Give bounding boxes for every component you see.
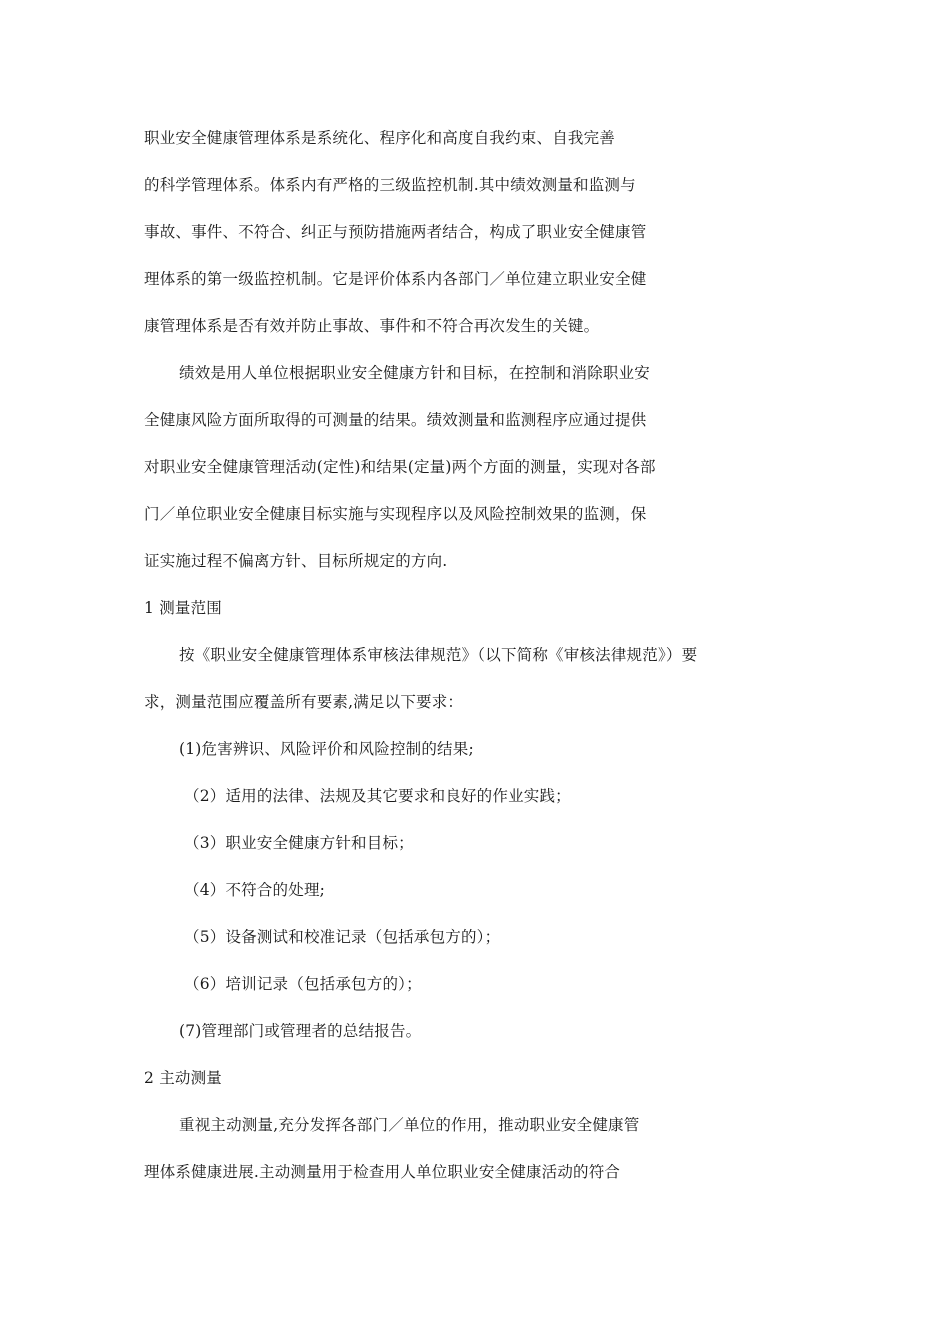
paragraph-line: 门／单位职业安全健康目标实施与实现程序以及风险控制效果的监测，保 xyxy=(144,505,647,523)
paragraph-line: 按《职业安全健康管理体系审核法律规范》（以下简称《审核法律规范》）要 xyxy=(179,646,698,664)
list-item: （3）职业安全健康方针和目标； xyxy=(184,834,414,852)
paragraph-line: 职业安全健康管理体系是系统化、程序化和高度自我约束、自我完善 xyxy=(144,129,616,147)
paragraph-line: 理体系的第一级监控机制。它是评价体系内各部门／单位建立职业安全健 xyxy=(144,270,647,288)
list-item: （6）培训记录（包括承包方的）； xyxy=(184,975,422,993)
list-item: （5）设备测试和校准记录（包括承包方的）； xyxy=(184,928,501,946)
paragraph-line: 康管理体系是否有效并防止事故、事件和不符合再次发生的关键。 xyxy=(144,317,600,335)
paragraph-line: 的科学管理体系。体系内有严格的三级监控机制.其中绩效测量和监测与 xyxy=(144,176,636,194)
paragraph-line: 绩效是用人单位根据职业安全健康方针和目标，在控制和消除职业安 xyxy=(179,364,651,382)
paragraph-line: 证实施过程不偏离方针、目标所规定的方向. xyxy=(144,552,448,570)
section-heading: 2 主动测量 xyxy=(144,1069,222,1087)
list-item: （4）不符合的处理; xyxy=(184,881,326,899)
list-item: (1)危害辨识、风险评价和风险控制的结果; xyxy=(179,740,474,758)
list-item: (7)管理部门或管理者的总结报告。 xyxy=(179,1022,422,1040)
section-heading: 1 测量范围 xyxy=(144,599,222,617)
paragraph-line: 对职业安全健康管理活动(定性)和结果(定量)两个方面的测量，实现对各部 xyxy=(144,458,656,476)
paragraph-line: 重视主动测量,充分发挥各部门／单位的作用，推动职业安全健康管 xyxy=(179,1116,640,1134)
paragraph-line: 事故、事件、不符合、纠正与预防措施两者结合，构成了职业安全健康管 xyxy=(144,223,647,241)
paragraph-line: 求，测量范围应覆盖所有要素,满足以下要求： xyxy=(144,693,464,711)
list-item: （2）适用的法律、法规及其它要求和良好的作业实践； xyxy=(184,787,571,805)
paragraph-line: 理体系健康进展.主动测量用于检查用人单位职业安全健康活动的符合 xyxy=(144,1163,621,1181)
paragraph-line: 全健康风险方面所取得的可测量的结果。绩效测量和监测程序应通过提供 xyxy=(144,411,647,429)
